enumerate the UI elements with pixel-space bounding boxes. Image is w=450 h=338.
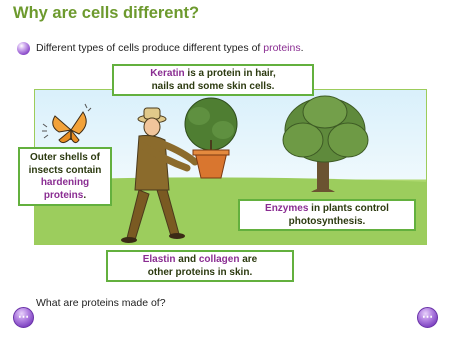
elastin-line1-rest: are [239,254,258,265]
callout-keratin-line1 [114,68,312,81]
bullet-icon [17,42,30,55]
callout-keratin-line2: nails and some skin cells. [151,80,275,92]
callout-elastin-line1 [108,254,292,267]
elastin-middle: and [175,254,199,265]
slide-title: Why are cells different? [13,4,200,22]
callout-enzymes-line1 [240,203,414,216]
next-slide-button[interactable] [417,307,438,328]
elastin-highlight: Elastin [142,254,176,265]
insects-line4-highlight: proteins [43,189,84,201]
callout-elastin [106,250,294,282]
insects-line4-rest: . [83,189,87,201]
previous-slide-button[interactable] [13,307,34,328]
intro-text [36,42,304,54]
back-arrow-icon: ⋯ [18,311,29,323]
callout-insects [18,147,112,206]
forward-arrow-icon: ⋯ [422,311,433,323]
callout-keratin [112,64,314,96]
potted-plant-icon [185,98,237,178]
intro-highlight: proteins [263,42,301,54]
intro-before: Different types of cells produce different types of [36,42,264,54]
callout-elastin-line2: other proteins in skin. [147,266,253,278]
callout-insects-line2: insects contain [28,164,102,176]
collagen-highlight: collagen [198,254,240,265]
callout-insects-line4 [20,190,110,203]
callout-enzymes [238,199,416,231]
enzymes-line1-rest: in plants control [308,203,389,214]
keratin-highlight: Keratin [150,68,185,79]
butterfly-icon [42,104,91,143]
intro-after: . [300,42,304,54]
callout-enzymes-line2: photosynthesis. [288,215,366,227]
keratin-line1-rest: is a protein in hair, [184,68,276,79]
tree-icon [283,96,368,192]
enzymes-highlight: Enzymes [265,203,309,214]
insects-highlight: hardening [40,177,90,188]
callout-insects-line1: Outer shells of [29,152,100,163]
question-text: What are proteins made of? [36,297,166,309]
